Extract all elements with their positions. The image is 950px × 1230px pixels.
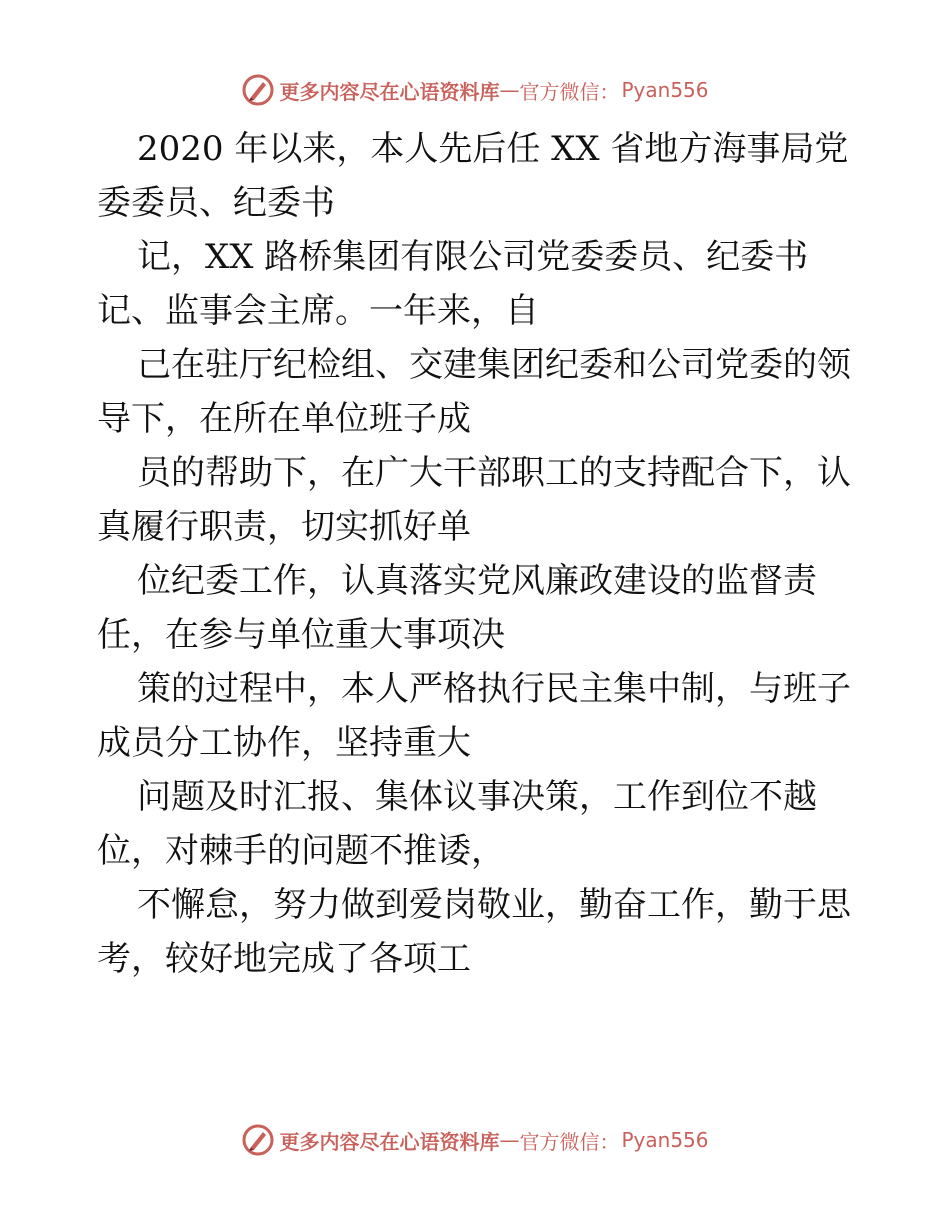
paragraph-line: 问题及时汇报、集体议事决策，工作到位不越 <box>137 777 817 817</box>
paragraph <box>97 446 897 554</box>
watermark-main-text: 更多内容尽在心语资料库 <box>279 79 500 104</box>
paragraph-line: 导下，在所在单位班子成 <box>97 399 471 439</box>
watermark-banner-bottom <box>0 1120 950 1160</box>
paragraph-line: 记、监事会主席。一年来，自 <box>97 291 539 331</box>
pen-logo-icon <box>241 1123 275 1157</box>
paragraph <box>97 878 897 986</box>
watermark-wechat-id: Pyan556 <box>621 1128 709 1152</box>
watermark-official-label: 官方微信： <box>519 79 620 104</box>
paragraph <box>97 122 897 230</box>
paragraph-line: 成员分工协作，坚持重大 <box>97 723 471 763</box>
paragraph-line: 记，XX 路桥集团有限公司党委委员、纪委书 <box>137 237 809 277</box>
paragraph-line: 位纪委工作，认真落实党风廉政建设的监督责 <box>137 561 817 601</box>
watermark-main-text: 更多内容尽在心语资料库 <box>279 1129 500 1154</box>
paragraph-line: 考，较好地完成了各项工 <box>97 939 471 979</box>
watermark-banner-top <box>0 70 950 110</box>
paragraph <box>97 662 897 770</box>
paragraph-line: 己在驻厅纪检组、交建集团纪委和公司党委的领 <box>137 345 851 385</box>
paragraph-line: 真履行职责，切实抓好单 <box>97 507 471 547</box>
paragraph-line: 员的帮助下，在广大干部职工的支持配合下，认 <box>137 453 851 493</box>
watermark-dash: — <box>499 78 520 102</box>
paragraph-line: 不懈怠，努力做到爱岗敬业，勤奋工作，勤于思 <box>137 885 851 925</box>
paragraph <box>97 230 897 338</box>
document-body <box>97 122 897 986</box>
watermark-wechat-id: Pyan556 <box>621 78 709 102</box>
paragraph <box>97 770 897 878</box>
paragraph-line: 位，对棘手的问题不推诿， <box>97 831 505 871</box>
paragraph-line: 2020 年以来，本人先后任 XX 省地方海事局党 <box>137 129 849 169</box>
paragraph-line: 任，在参与单位重大事项决 <box>97 615 505 655</box>
paragraph-line: 策的过程中，本人严格执行民主集中制，与班子 <box>137 669 851 709</box>
paragraph <box>97 554 897 662</box>
pen-logo-icon <box>241 73 275 107</box>
watermark-dash: — <box>499 1128 520 1152</box>
paragraph <box>97 338 897 446</box>
watermark-official-label: 官方微信： <box>519 1129 620 1154</box>
paragraph-line: 委委员、纪委书 <box>97 183 335 223</box>
